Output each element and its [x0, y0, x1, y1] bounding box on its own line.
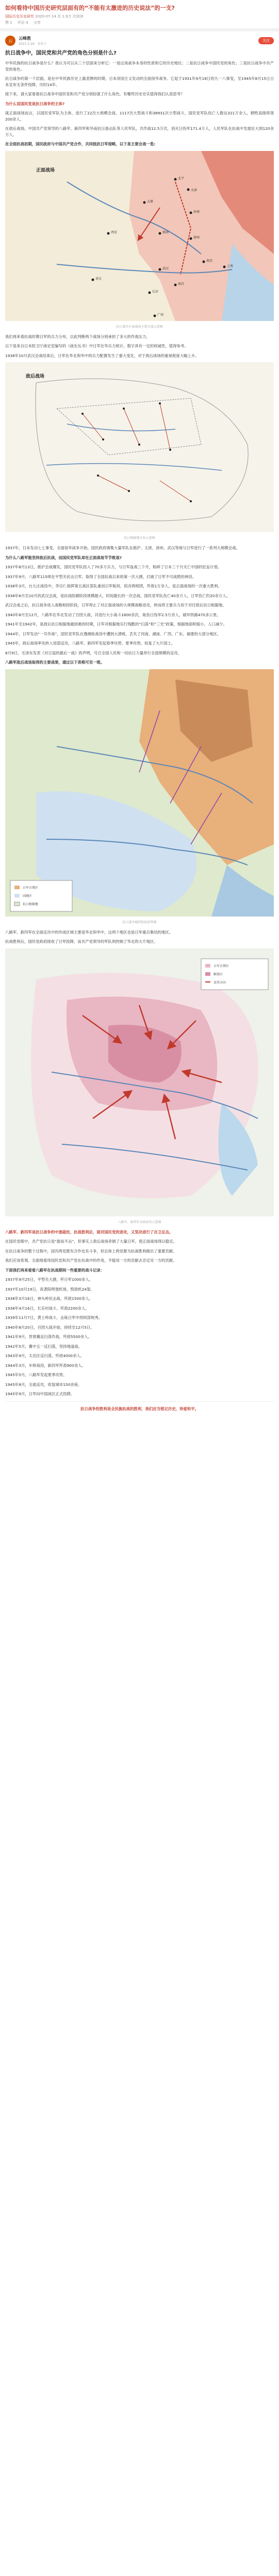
city-label: 广州	[157, 313, 164, 317]
paragraph: 1938年6月至10月的武汉会战，是抗战防御阶段规模最大、时间最长的一次会战，国民党军队伤亡40余万人，日军伤亡约20余万人。	[5, 593, 231, 598]
city-label: 西安	[111, 230, 118, 234]
paragraph: 1945年，敌后战场率先转入局部反攻，八路军、新四军发起春季攻势、夏季攻势，收复了大片国土。	[5, 641, 175, 646]
figure-caption: 抗日战争正面战场主要会战示意图	[116, 325, 163, 329]
paragraph: 我们再来看抗战时期日军的兵力分布，以此判断两个战场分别承担了多大的作战压力。	[5, 334, 150, 339]
like-button[interactable]: 赞 1	[5, 21, 12, 25]
list-item: 1945年8月，全面反攻，收复城市150余座。	[5, 1382, 82, 1387]
paragraph: 就正面战场而言，以国民党军队为主体，进行了22次大规模会战、1117次大型战斗和38931次小型战斗，国民党军队伤亡人数达321万余人，牺牲高级将领200余人。	[5, 111, 274, 122]
article-meta	[0, 14, 279, 19]
battle-record-list	[0, 1277, 279, 1397]
city-label: 太原	[147, 199, 154, 204]
paragraph: 1937年9月，八路军115师在平型关伏击日军，取得了全国抗战以来的第一次大捷，打破了日军不可战胜的神话。	[5, 574, 196, 579]
map-figure-2	[5, 362, 274, 540]
map-label: 正面战场	[36, 167, 55, 173]
callout: 八路军、新四军是抗日战争的中流砥柱，抗战胜利后，面对国民党的进攻，又坚决进行了自卫反击。	[5, 1229, 173, 1234]
city-label: 武汉	[162, 266, 169, 270]
figure-caption: 八路军、新四军全面反攻示意图	[118, 1220, 161, 1224]
city-label: 长沙	[152, 290, 159, 294]
figure-caption: 抗日根据地分布示意图	[124, 536, 155, 540]
callout: 为什么八路军能坚持敌后抗战，而国民党军队却在正面战场节节败退?	[5, 555, 122, 560]
paragraph: 1941年至1942年，是敌后抗日根据地最困难的时期，日军对根据地实行残酷的“扫荡”和“三光”政策，根据地面积缩小，人口减少。	[5, 622, 227, 626]
comment-button[interactable]: 评论 0	[17, 21, 28, 25]
follow-button[interactable]: 关注	[258, 37, 274, 44]
map-figure-1	[5, 151, 274, 329]
list-item: 1938年4月16日，长乐村战斗，歼敌2200余人。	[5, 1306, 89, 1311]
city-label: 郑州	[162, 230, 169, 234]
legend-item: 解放区	[214, 972, 223, 976]
list-item: 1939年11月7日，黄土岭战斗，击毙日军中将阿部规秀。	[5, 1315, 103, 1320]
paragraph: 1940年8月至12月，八路军在华北发动了百团大战，共进行大小战斗1800余次，毙伤日伪军2.5万余人，破坏铁路470多公里。	[5, 612, 221, 617]
paragraph: 1944年，日军发动“一号作战”，国民党军队在豫湘桂战役中遭到大溃败，丢失了河南、湖南、广西、广东、福建的大部分地区。	[5, 631, 221, 636]
figure-caption: 抗日战争相持阶段形势图	[122, 920, 157, 924]
list-item: 1943年9月，太岳区反扫荡，歼敌4000余人。	[5, 1353, 85, 1358]
paragraph: 接下来，请大家看看抗日战争中国民党和共产党分别扮演了什么角色，有哪些历史史实值得我们认真思考？	[5, 92, 185, 96]
post-subline: 2021-5-26 · 发布于	[19, 42, 47, 46]
divider	[5, 1401, 274, 1402]
paragraph: 下面我们再来看看八路军在抗战期间一些重要的战斗记录：	[5, 1267, 105, 1273]
page-title: 如何看待中国历史研究层面有的“不能有太激进的历史说法”的一支?	[5, 5, 175, 11]
city-label: 南京	[206, 259, 213, 263]
list-item: 1938年3月16日，神头岭伏击战，歼敌1500余人。	[5, 1296, 93, 1301]
post-header	[0, 31, 279, 48]
callout: 为什么说国民党是抗日战争的主体?	[5, 101, 65, 106]
counteroffensive-map	[5, 948, 274, 1216]
author-name[interactable]: 云峰教	[19, 36, 31, 41]
paragraph: 1937年8月13日，淞沪会战爆发，国民党军队投入了70多万兵力，与日军血战三个月，粉碎了日本三个月灭亡中国的狂妄计划。	[5, 565, 222, 569]
legend-item: 国统区	[23, 894, 32, 898]
paragraph: 八路军、新四军在全面反攻中的作战区域主要是华北和华中，这两个地区也是日军重兵集结的地区。	[5, 929, 173, 935]
city-label: 济南	[193, 210, 200, 214]
city-label: 南昌	[178, 282, 185, 286]
legend-item: 日军占领区	[23, 886, 39, 890]
article-toolbar	[0, 19, 279, 29]
stalemate-map	[5, 669, 274, 917]
share-button[interactable]: 分享	[33, 21, 41, 25]
paragraph: 以下是来自日本防卫厅战史室编写的《战史丛书》中日军在华兵力统计，数字具有一定的权威性，值得参考。	[5, 344, 188, 348]
city-label: 天津	[191, 188, 198, 192]
publish-date: 2020-07-14	[35, 14, 56, 19]
map-legend	[201, 959, 268, 990]
list-item: 1941年9月，晋察冀反扫荡作战，歼敌5500余人。	[5, 1334, 92, 1339]
source-link[interactable]: 国际历史历史研究	[5, 14, 34, 19]
callout: 在全面抗战初期，国民政府与中国共产党合作，共同抵抗日军侵略，以下是主要会战一览:	[5, 142, 156, 146]
list-item: 1937年10月19日，夜袭阳明堡机场，毁敌机24架。	[5, 1286, 94, 1292]
paragraph: 在国民党眼中，共产党抗日是“游而不击”，但事实上敌后战场牵制了大量日军，使正面战场得以稳定。	[5, 1239, 177, 1244]
paragraph: 1938年10月武汉会战结束后，日军在华北和华中的兵力配置发生了重大变化，对于敌后战场的重视程度大幅上升。	[5, 353, 199, 358]
paragraph: 8月9日，毛泽东发表《对日寇的最后一战》的声明，号召全国人民和一切抗日力量举行全国规模的反攻。	[5, 650, 182, 655]
map-figure-3	[5, 669, 274, 924]
paragraph: 我们应该客观、全面地看待国民党和共产党在抗战中的作用，不能用一方的贡献去否定另一方的贡献。	[5, 1258, 177, 1263]
closing-callout: 抗日战争的胜利是全民族抗战的胜利，我们应当铭记历史，珍爱和平。	[80, 1406, 199, 1411]
view-count: 共 1.9万 次阅读	[57, 14, 84, 19]
paragraph: 在敌后战场，中国共产党领导的八路军、新四军和华南抗日游击队等人民军队，共作战12.5万次，消灭日伪军171.4万人，人民军队在抗战中发展壮大到120余万人。	[5, 126, 274, 137]
legend-item: 反攻方向	[214, 980, 226, 985]
map-figure-4	[5, 948, 274, 1224]
callout: 八路军敌后战场取得的主要战果，通过以下表格可见一斑。	[5, 660, 105, 665]
paragraph: 1937年，日本发动七七事变，全面侵华战争开始。国民政府调集大量军队在淞沪、太原、徐州、武汉等地与日军进行了一系列大规模会战。	[5, 546, 240, 550]
list-item: 1937年9月25日，平型关大捷，歼日军1000余人。	[5, 1277, 93, 1282]
city-label: 重庆	[95, 277, 102, 281]
paragraph: 抗日战争的第一个层面，是在中华民族历史上最悲惨的时期，日本帝国主义发动的全面侵华战争。它起于1931年9月18日的九一八事变，至1945年8月15日日本宣布无条件投降，历时14年。	[5, 76, 274, 87]
legend-item: 抗日根据地	[23, 902, 39, 906]
paragraph: 中华民族的抗日战争是什么？我认为可以从三个层面来分析它：一是这场战争本身的性质和它的历史地位；二是抗日战争中国民党的角色；三是抗日战争中共产党的角色。	[5, 61, 274, 72]
list-item: 1940年8月20日，百团大战开始，持续至12月5日。	[5, 1325, 94, 1330]
list-item: 1945年9月，日军向中国战区正式投降。	[5, 1392, 75, 1396]
answer-post	[0, 29, 279, 1412]
paragraph: 在抗日战争的整个过程中，国共两党既有合作也有斗争，但总体上两党都为抗战胜利做出了重要贡献。	[5, 1248, 177, 1253]
avatar[interactable]: 云	[5, 36, 15, 46]
list-item: 1942年5月，冀中五一反扫荡，坚持地道战。	[5, 1344, 83, 1349]
base-area-map	[5, 362, 274, 532]
post-title: 抗日战争中，国民党和共产党的角色分别是什么?	[5, 50, 117, 56]
paragraph: 1938年3月，台儿庄战役中，李宗仁指挥第五战区部队重创日军板垣、矶谷两师团，歼敌1万余人，是正面战场的一次重大胜利。	[5, 584, 222, 588]
city-label: 上海	[227, 264, 234, 268]
paragraph: 武汉会战之后，抗日战争进入战略相持阶段，日军停止了对正面战场的大规模战略进攻，转而将主要兵力用于对付敌后抗日根据地。	[5, 603, 226, 607]
paragraph: 抗战胜利后，国民党政府接收了日军投降，而共产党领导的军队则控制了华北的大片地区。	[5, 939, 158, 944]
list-item: 1944年3月，车桥战役，新四军歼敌900余人。	[5, 1363, 86, 1368]
list-item: 1945年5月，八路军发起夏季攻势。	[5, 1372, 67, 1377]
city-label: 徐州	[193, 235, 200, 240]
legend-item: 日军占领区	[214, 964, 229, 968]
city-label: 北平	[178, 176, 185, 180]
frontline-battle-map	[5, 151, 274, 321]
map-label: 敌后战场	[26, 374, 45, 379]
